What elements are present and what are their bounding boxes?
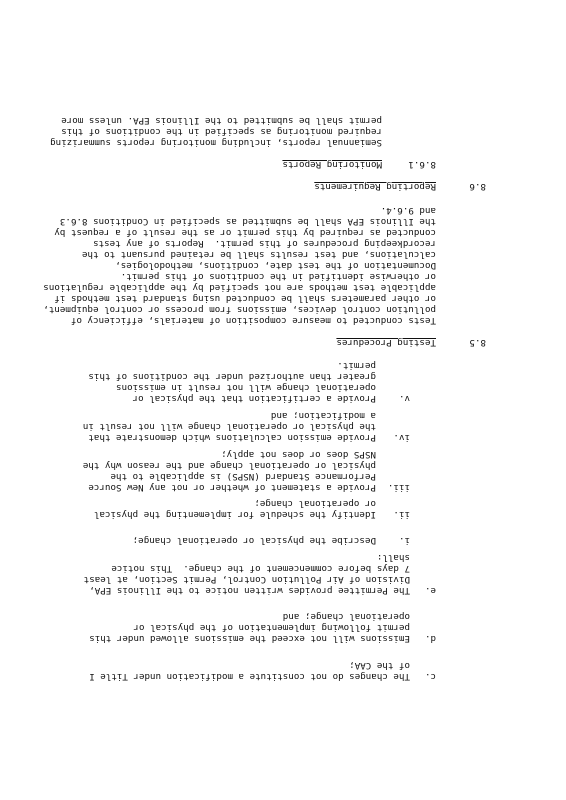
section-heading-reporting-requirements: Reporting Requirements — [314, 181, 436, 192]
reporting-paragraph-line-1: Semiannual reports, including monitoring reports summarizing — [50, 137, 382, 148]
reporting-paragraph-line-3: permit shall be submitted to the Illinois EPA. unless more — [61, 115, 382, 126]
item-c-line-1: The changes do not constitute a modification under Title I — [89, 671, 410, 682]
item-iii-line-1: Provide a statement of whether or not any New Source — [88, 482, 376, 493]
item-marker-c: c. — [424, 671, 436, 682]
item-ii-line-1: Identify the schedule for implementing the physical — [93, 509, 376, 520]
testing-paragraph-line-11: and 9.6.4. — [380, 205, 436, 216]
item-iv-line-3: a modification; and — [270, 410, 376, 421]
item-marker-e: e. — [424, 585, 436, 596]
section-number-8-5: 8.5 — [469, 337, 486, 348]
item-ii-line-2: or operational change; — [254, 498, 376, 509]
item-d-line-1: Emissions will not exceed the emissions allowed under this — [89, 633, 410, 644]
item-iii-line-3: physical or operational change and the reason why the — [82, 460, 376, 471]
item-e-line-4: shall: — [376, 552, 410, 563]
testing-paragraph-line-10: the Illinois EPA shall be submitted as specified in Conditions 8.6.3 — [59, 216, 436, 227]
item-marker-d: d. — [424, 633, 436, 644]
item-iii-line-4: NSPS does or does not apply; — [221, 449, 376, 460]
testing-paragraph-line-9: conducted as required by this permit or as the result of a request by — [54, 227, 436, 238]
testing-paragraph-line-5: or otherwise identified in the conditions of this permit. — [120, 271, 436, 282]
item-iii-line-2: Performance Standard (NSPS) is applicable to the — [110, 471, 376, 482]
item-d-line-3: operational change; and — [282, 611, 410, 622]
item-e-line-2: Division of Air Pollution Control, Permit Section, at least — [83, 574, 410, 585]
item-i-line-1: Describe the physical or operational change; — [132, 535, 376, 546]
section-number-8-6: 8.6 — [469, 181, 486, 192]
item-marker-iii: iii. — [387, 482, 410, 493]
testing-paragraph-line-7: calculations, and test results shall be retained pursuant to the — [81, 249, 436, 260]
item-marker-ii: ii. — [393, 509, 410, 520]
item-e-line-1: The Permittee provides written notice to the Illinois EPA, — [89, 585, 410, 596]
testing-paragraph-line-1: Tests conducted to measure composition of materials, efficiency of — [70, 315, 436, 326]
testing-paragraph-line-3: or other parameters shall be conducted using standard test methods if — [54, 293, 436, 304]
item-marker-v: v. — [398, 393, 410, 404]
item-c-line-2: of the CAA; — [349, 660, 410, 671]
item-v-line-2: operational change will not result in emissions — [116, 382, 376, 393]
item-e-line-3: 7 days before commencement of the change. This notice — [111, 563, 410, 574]
section-heading-testing-procedures: Testing Procedures — [336, 337, 436, 348]
item-v-line-1: Provide a certification that the physical or — [132, 393, 376, 404]
item-iv-line-2: the physical or operational change will not result in — [82, 421, 376, 432]
subsection-number-8-6-1: 8.6.1 — [408, 159, 436, 170]
testing-paragraph-line-6: Documentation of the test date, conditions, methodologies, — [115, 260, 436, 271]
item-v-line-4: permit. — [337, 360, 376, 371]
testing-paragraph-line-2: pollution control devices, emissions from process or control equipment, — [43, 304, 436, 315]
item-marker-i: i. — [398, 535, 410, 546]
testing-paragraph-line-8: recordkeeping procedures of this permit. Reports of any tests — [93, 238, 436, 249]
subsection-heading-monitoring-reports: Monitoring Reports — [282, 159, 382, 170]
testing-paragraph-line-4: applicable test methods are not specified by the applicable regulations — [43, 282, 436, 293]
item-marker-iv: iv. — [393, 432, 410, 443]
item-d-line-2: permit following implementation of the physical or — [133, 622, 410, 633]
reporting-paragraph-line-2: required monitoring as specified in the conditions of this — [61, 126, 382, 137]
item-v-line-3: greater than authorized under the conditions of this — [88, 371, 376, 382]
item-iv-line-1: Provide emission calculations which demonstrate that — [88, 432, 376, 443]
